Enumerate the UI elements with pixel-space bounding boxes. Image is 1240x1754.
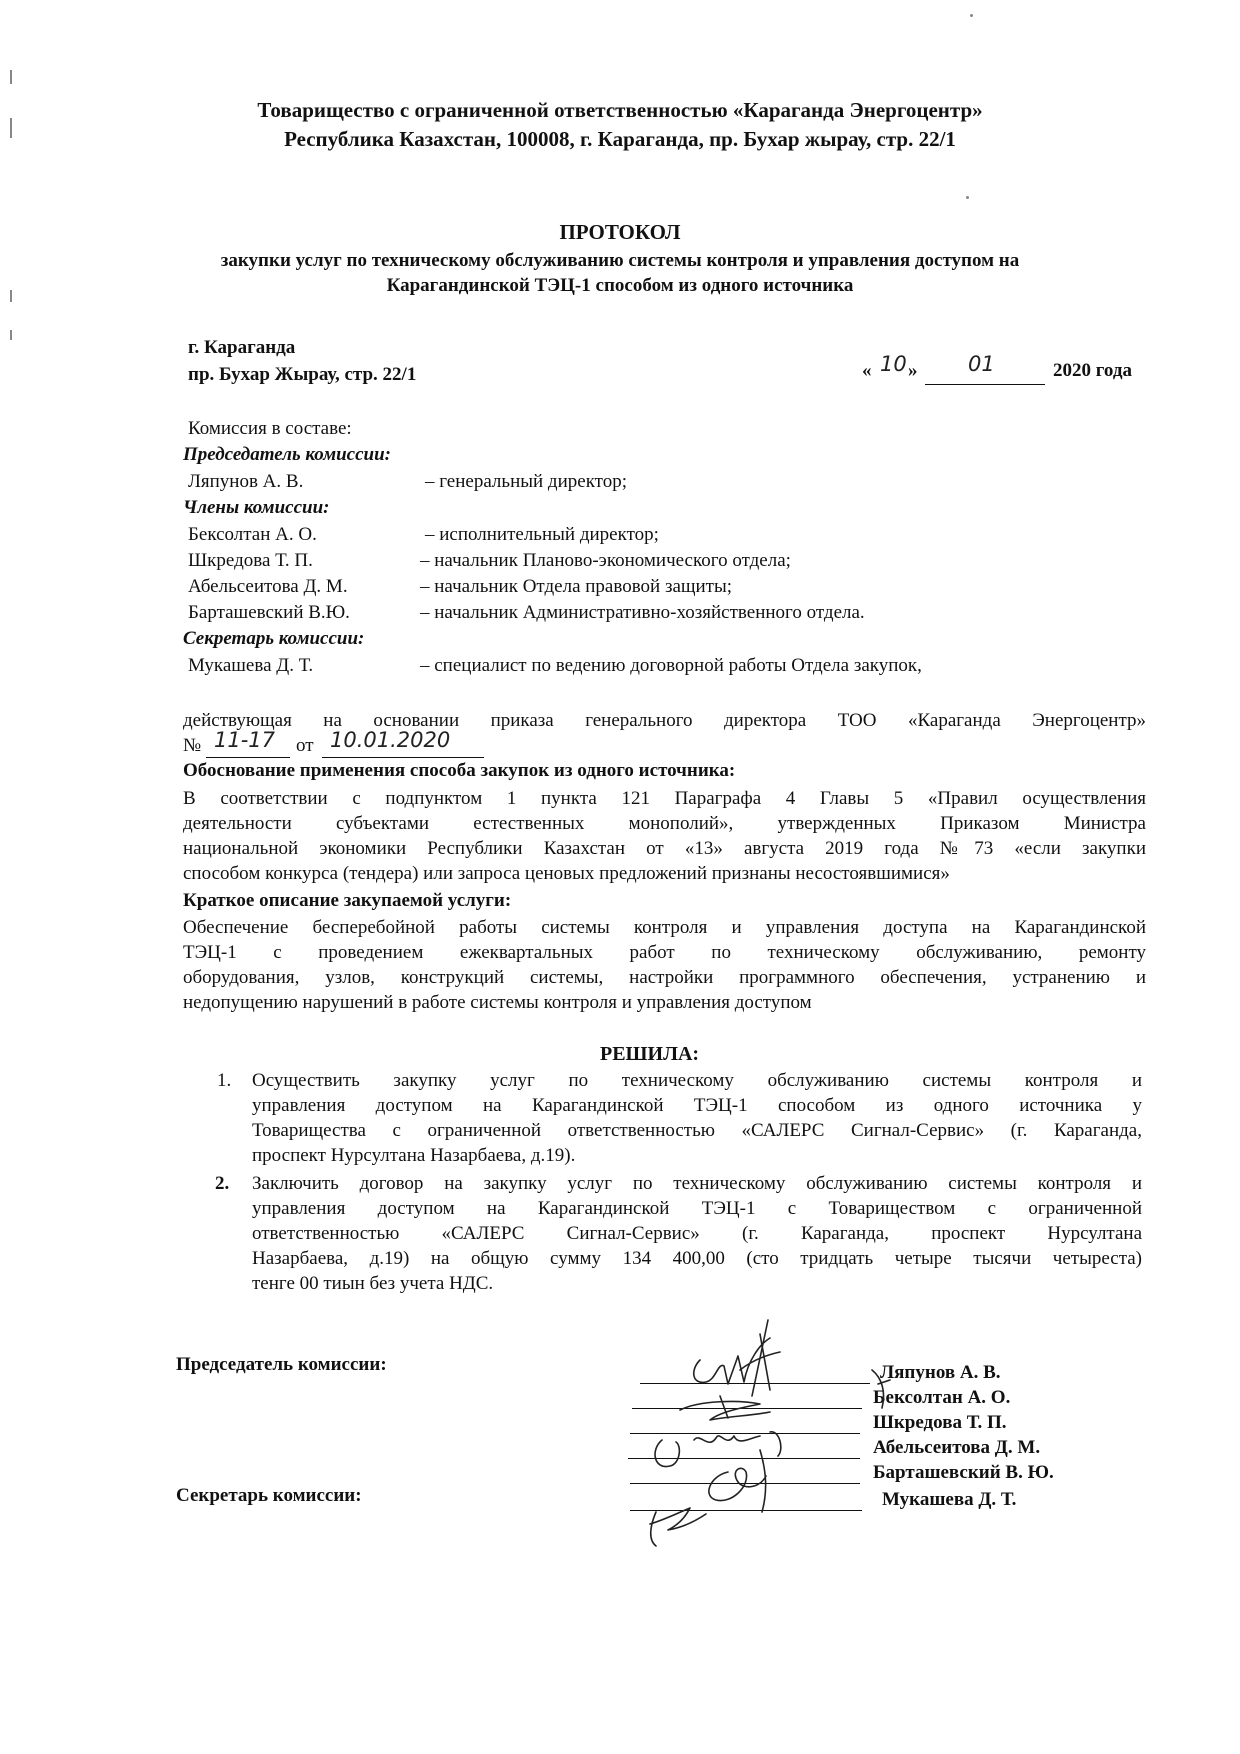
justification-heading: Обоснование применения способа закупок из одного источника: (183, 760, 736, 781)
signatory-name: Абельсеитова Д. М. (873, 1437, 1041, 1458)
document-title: ПРОТОКОЛ (559, 220, 681, 244)
decision-item-line: управления доступом на Карагандинской ТЭЦ-1 способом из одного источника у (252, 1095, 1142, 1116)
date-year: 2020 года (1053, 360, 1132, 381)
order-basis-line: действующая на основании приказа генерального директора ТОО «Караганда Энергоцентр» (183, 710, 1146, 731)
decision-item-line: управления доступом на Карагандинской ТЭЦ-1 с Товариществом с ограниченной (252, 1198, 1142, 1219)
organization-name: Товарищество с ограниченной ответственностью «Караганда Энергоцентр» (257, 98, 983, 122)
decision-item-line: Заключить договор на закупку услуг по техническому обслуживанию системы контроля и (252, 1173, 1142, 1194)
date-close-quote: » (908, 360, 918, 381)
order-number-label: № (183, 735, 202, 756)
signatory-name: Шкредова Т. П. (873, 1412, 1007, 1433)
commission-intro: Комиссия в составе: (188, 418, 352, 439)
scan-speck (966, 196, 969, 199)
member-role: – начальник Отдела правовой защиты; (420, 576, 733, 597)
decision-item-number: 1. (217, 1070, 232, 1091)
order-date-handwritten: 10.01.2020 (330, 728, 451, 752)
description-line: оборудования, узлов, конструкций системы, настройки программного обеспечения, устранению и (183, 967, 1146, 988)
members-heading: Члены комиссии: (183, 497, 330, 518)
description-heading: Краткое описание закупаемой услуги: (183, 890, 512, 911)
document-subtitle-line1: закупки услуг по техническому обслуживанию системы контроля и управления доступом на (220, 250, 1020, 271)
chair-heading: Председатель комиссии: (183, 444, 391, 465)
member-name: Шкредова Т. П. (188, 550, 313, 571)
decision-heading: РЕШИЛА: (600, 1043, 700, 1065)
order-date-line (322, 757, 484, 758)
secretary-signature-label: Секретарь комиссии: (176, 1485, 362, 1506)
order-number-line (206, 757, 290, 758)
document-subtitle-line2: Карагандинской ТЭЦ-1 способом из одного источника (386, 275, 854, 296)
signatory-name: Мукашева Д. Т. (882, 1489, 1017, 1510)
decision-item-number: 2. (215, 1173, 230, 1194)
place-city: г. Караганда (188, 337, 296, 358)
member-role: – начальник Планово-экономического отдела; (420, 550, 791, 571)
order-from-label: от (296, 735, 314, 756)
member-name: Барташевский В.Ю. (188, 602, 350, 623)
decision-item-line: Товарищества с ограниченной ответственностью «САЛЕРС Сигнал-Сервис» (г. Караганда, (252, 1120, 1142, 1141)
justification-line: деятельности субъектами естественных монополий», утвержденных Приказом Министра (183, 813, 1146, 834)
member-name: Бексолтан А. О. (188, 524, 317, 545)
signatory-name: Барташевский В. Ю. (873, 1462, 1054, 1483)
decision-item-line: ответственностью «САЛЕРС Сигнал-Сервис» (г. Караганда, проспект Нурсултана (252, 1223, 1142, 1244)
place-address: пр. Бухар Жырау, стр. 22/1 (188, 364, 417, 385)
chair-signature-label: Председатель комиссии: (176, 1354, 387, 1375)
secretary-role: – специалист по ведению договорной работы Отдела закупок, (420, 655, 922, 676)
signatory-name: Бексолтан А. О. (873, 1387, 1011, 1408)
organization-address: Республика Казахстан, 100008, г. Караганда, пр. Бухар жырау, стр. 22/1 (284, 127, 956, 151)
description-line: недопущению нарушений в работе системы контроля и управления доступом (183, 992, 812, 1013)
order-number-handwritten: 11-17 (214, 728, 276, 752)
secretary-heading: Секретарь комиссии: (183, 628, 365, 649)
handwritten-signatures (620, 1300, 910, 1550)
chair-role: – генеральный директор; (425, 471, 628, 492)
scan-speck (970, 14, 973, 17)
scan-speck (10, 330, 12, 340)
justification-line: способом конкурса (тендера) или запроса ценовых предложений признаны несостоявшимися» (183, 863, 950, 884)
scan-speck (10, 70, 12, 84)
decision-item-line: Назарбаева, д.19) на общую сумму 134 400,00 (сто тридцать четыре тысячи четыреста) (252, 1248, 1142, 1269)
member-name: Абельсеитова Д. М. (188, 576, 348, 597)
justification-line: национальной экономики Республики Казахстан от «13» августа 2019 года №73 «если закупки (183, 838, 1146, 859)
chair-name: Ляпунов А. В. (188, 471, 304, 492)
decision-item-line: Осуществить закупку услуг по техническому обслуживанию системы контроля и (252, 1070, 1142, 1091)
secretary-name: Мукашева Д. Т. (188, 655, 314, 676)
description-line: ТЭЦ-1 с проведением ежеквартальных работ по техническому обслуживанию, ремонту (183, 942, 1146, 963)
signatory-name: Ляпунов А. В. (880, 1362, 1001, 1383)
justification-line: В соответствии с подпунктом 1 пункта 121 Параграфа 4 Главы 5 «Правил осуществления (183, 788, 1146, 809)
date-day-handwritten: 10 (880, 352, 907, 376)
date-month-line (925, 384, 1045, 385)
date-open-quote: « (862, 360, 872, 381)
decision-item-line: тенге 00 тиын без учета НДС. (252, 1273, 494, 1294)
member-role: – начальник Административно-хозяйственного отдела. (420, 602, 865, 623)
date-month-handwritten: 01 (968, 352, 995, 376)
member-role: – исполнительный директор; (425, 524, 659, 545)
decision-item-line: проспект Нурсултана Назарбаева, д.19). (252, 1145, 576, 1166)
description-line: Обеспечение бесперебойной работы системы контроля и управления доступа на Карагандинской (183, 917, 1146, 938)
